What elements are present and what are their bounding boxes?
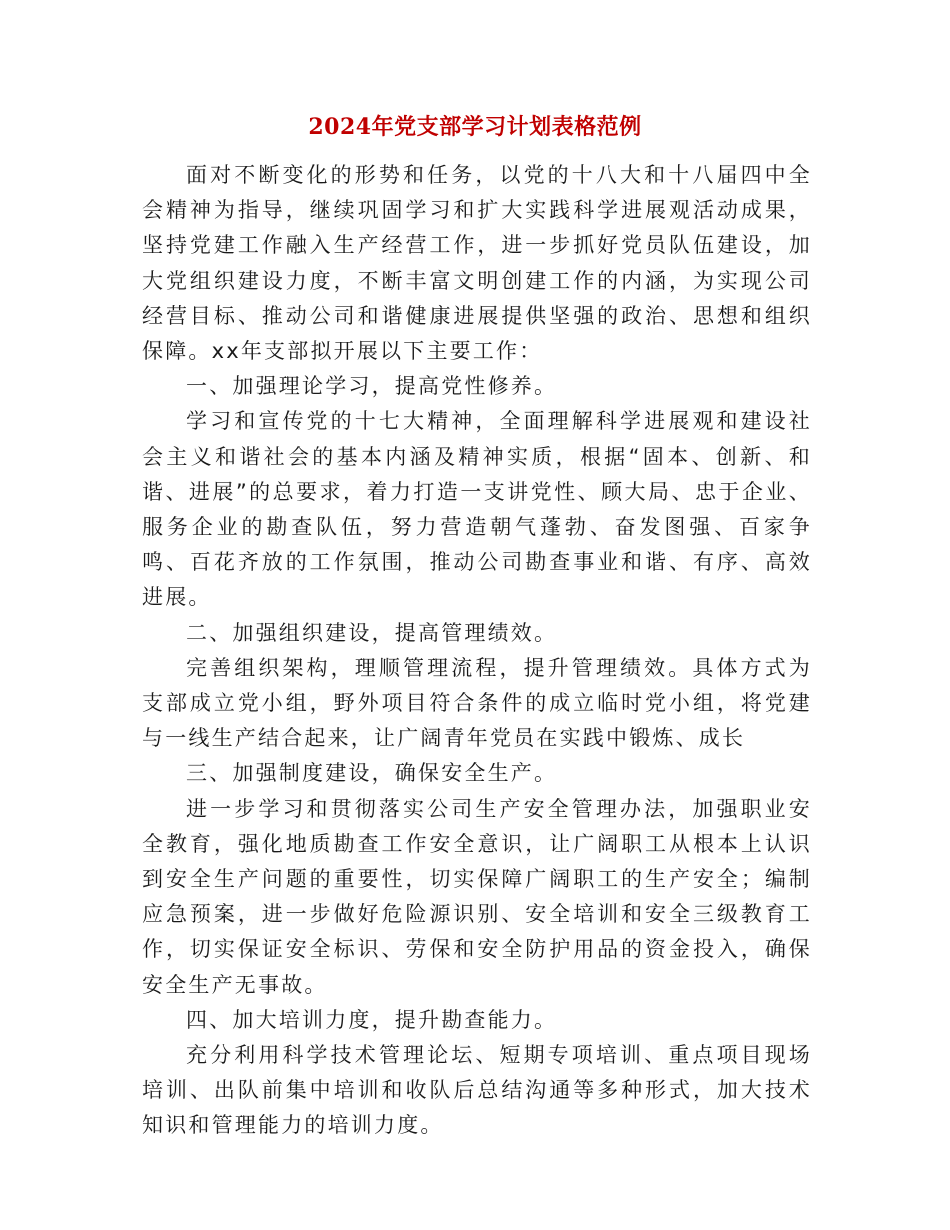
section-paragraph-1: 学习和宣传党的十七大精神，全面理解科学进展观和建设社会主义和谐社会的基本内涵及精神实质，根据“固本、创新、和谐、进展”的总要求，着力打造一支讲党性、顾大局、忠于企业、服务企业的勘查队伍，努力营造朝气蓬勃、奋发图强、百家争鸣、百花齐放的工作氛围，推动公司勘查事业和谐、有序、高效进展。 [142,409,812,610]
section-heading-4: 四、加大培训力度，提升勘查能力。 [186,1007,558,1032]
document-body [142,158,812,1144]
section-heading-1: 一、加强理论学习，提高党性修养。 [186,374,558,399]
section-paragraph-3: 进一步学习和贯彻落实公司生产安全管理办法，加强职业安全教育，强化地质勘查工作安全意识，让广阔职工从根本上认识到安全生产问题的重要性，切实保障广阔职工的生产安全；编制应急预案，进一步做好危险源识别、安全培训和安全三级教育工作，切实保证安全标识、劳保和安全防护用品的资金投入，确保安全生产无事故。 [142,796,812,997]
section-heading-3: 三、加强制度建设，确保安全生产。 [186,761,558,786]
section-heading-2: 二、加强组织建设，提高管理绩效。 [186,620,558,645]
intro-paragraph: 面对不断变化的形势和任务，以党的十八大和十八届四中全会精神为指导，继续巩固学习和扩大实践科学进展观活动成果，坚持党建工作融入生产经营工作，进一步抓好党员队伍建设，加大党组织建设力度，不断丰富文明创建工作的内涵，为实现公司经营目标、推动公司和谐健康进展提供坚强的政治、思想和组织保障。xx年支部拟开展以下主要工作： [142,163,812,364]
section-paragraph-4: 充分利用科学技术管理论坛、短期专项培训、重点项目现场培训、出队前集中培训和收队后总结沟通等多种形式，加大技术知识和管理能力的培训力度。 [142,1043,812,1138]
document-title: 2024年党支部学习计划表格范例 [308,114,642,140]
section-paragraph-2: 完善组织架构，理顺管理流程，提升管理绩效。具体方式为支部成立党小组，野外项目符合条件的成立临时党小组，将党建与一线生产结合起来，让广阔青年党员在实践中锻炼、成长 [142,655,812,751]
